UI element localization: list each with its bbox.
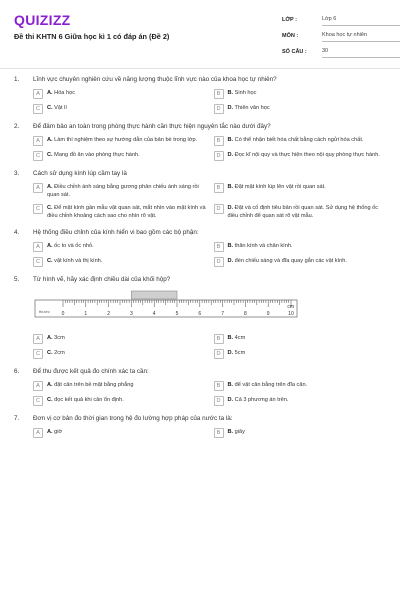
option-label: 5cm xyxy=(234,350,246,357)
answer-option-b[interactable] xyxy=(214,136,391,146)
option-letter-box: C xyxy=(33,151,43,161)
meta-value: Khoa học tự nhiên xyxy=(322,30,400,42)
answer-option-a[interactable] xyxy=(33,381,210,391)
question-number: 6. xyxy=(14,368,20,376)
answer-option-b[interactable] xyxy=(214,381,391,391)
option-key: A. xyxy=(47,243,53,250)
option-letter-box: D xyxy=(214,151,224,161)
option-label: Có thể nhận biết hóa chất bằng cách ngửi hóa chất. xyxy=(234,137,364,143)
option-letter-box: D xyxy=(214,257,224,267)
option-label: Để mặt kính gần mẫu vật quan sát, mắt nhìn vào mặt kính và điều chỉnh khoảng cách sao cho nhìn rõ vật. xyxy=(47,205,206,219)
option-key: D. xyxy=(227,258,234,265)
answer-option-c[interactable] xyxy=(33,204,210,220)
answer-option-d[interactable] xyxy=(214,396,391,406)
option-text xyxy=(47,242,210,251)
question-header xyxy=(14,415,390,422)
answer-option-a[interactable] xyxy=(33,89,210,99)
answer-option-c[interactable] xyxy=(33,396,210,406)
question-header xyxy=(14,368,390,375)
option-text xyxy=(228,381,391,390)
option-key: C. xyxy=(47,350,53,357)
meta-row-class xyxy=(282,12,400,28)
option-key: C. xyxy=(47,205,53,212)
option-letter-box: D xyxy=(214,104,224,114)
answer-options xyxy=(33,428,390,438)
question-number: 7. xyxy=(14,415,20,423)
answer-option-d[interactable] xyxy=(214,257,391,267)
option-key: C. xyxy=(47,258,53,265)
option-key: B. xyxy=(227,137,234,143)
ruler-tick-label: 5 xyxy=(175,311,179,318)
answer-option-d[interactable] xyxy=(214,151,391,161)
answer-option-d[interactable] xyxy=(214,104,391,114)
option-label: Đọc kĩ nội quy và thực hiện theo nội quy phòng thực hành. xyxy=(234,152,380,158)
question-6 xyxy=(14,368,390,406)
ruler-tick-label: 9 xyxy=(266,311,270,318)
answer-option-a[interactable] xyxy=(33,136,210,146)
answer-options xyxy=(33,242,390,267)
answer-options xyxy=(33,334,390,359)
answer-option-b[interactable] xyxy=(214,242,391,252)
option-letter-box: B xyxy=(214,136,224,146)
ruler-tick-label: 0 xyxy=(61,311,65,318)
option-text xyxy=(47,334,210,343)
option-label: Sinh học xyxy=(234,90,257,96)
answer-option-b[interactable] xyxy=(214,428,391,438)
option-letter-box: A xyxy=(33,381,43,391)
question-header xyxy=(14,170,390,177)
option-text xyxy=(228,204,391,220)
option-label: giây xyxy=(234,429,245,436)
answer-option-b[interactable] xyxy=(214,334,391,344)
option-text xyxy=(228,89,391,98)
quizizz-logo: QUIZIZZ xyxy=(14,12,71,28)
option-text xyxy=(47,204,210,220)
option-text xyxy=(47,257,210,266)
option-label: giờ xyxy=(54,429,63,436)
option-letter-box: B xyxy=(214,381,224,391)
answer-options xyxy=(33,183,390,220)
option-label: Điều chỉnh ánh sáng bằng gương phản chiếu ánh sáng rồi quan sát. xyxy=(47,184,199,198)
ruler-tick-label: 7 xyxy=(221,311,224,318)
question-text: Hệ thống điều chỉnh của kính hiển vi bao gồm các bộ phận: xyxy=(33,229,199,237)
answer-option-a[interactable] xyxy=(33,428,210,438)
option-key: A. xyxy=(47,90,53,96)
option-text xyxy=(228,136,391,145)
document-title: Đề thi KHTN 6 Giữa học kì 1 có đáp án (Đề 2) xyxy=(14,32,170,41)
answer-options xyxy=(33,89,390,114)
option-label: Cả 3 phương án trên. xyxy=(234,397,289,404)
question-number: 2. xyxy=(14,123,20,130)
option-label: Làm thí nghiệm theo sự hướng dẫn của bản bè trong lớp. xyxy=(54,137,198,143)
measured-block xyxy=(131,291,177,299)
option-letter-box: A xyxy=(33,428,43,438)
option-key: C. xyxy=(47,397,53,404)
ruler-tick-label: 3 xyxy=(130,311,133,318)
question-7 xyxy=(14,415,390,438)
header-divider xyxy=(0,68,400,69)
option-key: D. xyxy=(227,397,234,404)
option-key: A. xyxy=(47,335,53,342)
option-letter-box: C xyxy=(33,104,43,114)
option-text xyxy=(47,183,210,199)
option-key: D. xyxy=(227,105,234,111)
ruler-tick-label: 8 xyxy=(244,311,247,318)
answer-options xyxy=(33,136,390,161)
question-text: Để đảm bảo an toàn trong phòng thực hành cần thực hiện nguyên tắc nào dưới đây? xyxy=(33,123,271,130)
answer-option-b[interactable] xyxy=(214,183,391,199)
option-key: A. xyxy=(47,137,53,143)
answer-option-c[interactable] xyxy=(33,257,210,267)
option-letter-box: D xyxy=(214,204,224,214)
ruler-brand-label: thước xyxy=(39,309,50,315)
option-letter-box: D xyxy=(214,349,224,359)
option-label: Thiên văn học xyxy=(234,105,270,111)
answer-option-a[interactable] xyxy=(33,242,210,252)
option-label: 4cm xyxy=(234,335,246,342)
option-label: Vật lí xyxy=(54,105,67,111)
option-letter-box: A xyxy=(33,183,43,193)
option-text xyxy=(47,104,210,113)
question-header xyxy=(14,123,390,130)
question-text: Từ hình vẽ, hãy xác định chiều dài của khối hộp? xyxy=(33,276,171,284)
answer-option-c[interactable] xyxy=(33,151,210,161)
option-key: B. xyxy=(227,243,234,250)
option-text xyxy=(228,242,391,251)
option-label: thân kính và chân kính. xyxy=(234,243,293,250)
option-key: D. xyxy=(227,350,234,357)
option-text xyxy=(228,183,391,192)
option-text xyxy=(228,334,391,343)
ruler-tick-label: 1 xyxy=(84,311,88,318)
option-letter-box: D xyxy=(214,396,224,406)
question-number: 5. xyxy=(14,276,20,284)
meta-label: MÔN : xyxy=(282,33,299,39)
option-letter-box: B xyxy=(214,89,224,99)
document-header xyxy=(14,12,386,60)
meta-label: SỐ CÂU : xyxy=(282,49,307,55)
option-letter-box: C xyxy=(33,257,43,267)
option-letter-box: C xyxy=(33,396,43,406)
option-label: Đặt và cố định tiêu bản rồi quan sát. Sử dụng hệ thống ốc điều chỉnh để quan sát rõ vật mẫu. xyxy=(227,205,379,219)
option-letter-box: A xyxy=(33,242,43,252)
option-letter-box: C xyxy=(33,204,43,214)
answer-option-a[interactable] xyxy=(33,334,210,344)
answer-options xyxy=(33,381,390,406)
answer-option-c[interactable] xyxy=(33,104,210,114)
ruler-figure xyxy=(33,289,390,326)
option-label: đọc kết quả khi cân ổn định. xyxy=(54,397,124,404)
option-letter-box: B xyxy=(214,428,224,438)
answer-option-d[interactable] xyxy=(214,349,391,359)
question-number: 1. xyxy=(14,76,20,83)
question-number: 4. xyxy=(14,229,20,237)
question-header xyxy=(14,229,390,236)
ruler-unit-label: cm xyxy=(287,304,294,311)
question-list xyxy=(14,76,390,447)
question-3 xyxy=(14,170,390,220)
option-key: D. xyxy=(227,152,234,158)
meta-value: Lớp 6 xyxy=(322,14,400,26)
option-key: B. xyxy=(227,382,234,389)
question-1 xyxy=(14,76,390,114)
option-key: C. xyxy=(47,152,53,158)
option-text xyxy=(47,349,210,358)
option-text xyxy=(47,151,210,160)
ruler-tick-label: 2 xyxy=(107,311,110,318)
meta-fields xyxy=(282,12,400,60)
question-text: Để thu được kết quả đo chính xác ta cần: xyxy=(33,368,149,376)
question-2 xyxy=(14,123,390,161)
option-label: Đặt mặt kính lúp lên vật rồi quan sát. xyxy=(234,184,326,190)
option-key: A. xyxy=(47,429,53,436)
option-label: Mang đồ ăn vào phòng thực hành. xyxy=(54,152,140,158)
question-5 xyxy=(14,276,390,359)
option-text xyxy=(47,89,210,98)
meta-row-count xyxy=(282,44,400,60)
option-label: 2cm xyxy=(54,350,65,357)
ruler-svg xyxy=(33,289,299,321)
option-text xyxy=(228,151,391,160)
option-key: C. xyxy=(47,105,53,111)
option-letter-box: B xyxy=(214,183,224,193)
option-text xyxy=(228,104,391,113)
option-text xyxy=(228,428,391,437)
question-4 xyxy=(14,229,390,267)
option-letter-box: A xyxy=(33,334,43,344)
option-letter-box: A xyxy=(33,136,43,146)
option-text xyxy=(47,396,210,405)
option-key: B. xyxy=(227,429,234,436)
option-label: để vật cân bằng trên đĩa cân. xyxy=(234,382,308,389)
question-number: 3. xyxy=(14,170,20,177)
option-label: 3cm xyxy=(54,335,65,342)
question-text: Lĩnh vực chuyên nghiên cứu về năng lượng thuộc lĩnh vực nào của khoa học tự nhiên? xyxy=(33,76,277,83)
option-label: đèn chiếu sáng và đĩa quay gắn các vật kính. xyxy=(234,258,347,265)
answer-option-a[interactable] xyxy=(33,183,210,199)
option-text xyxy=(47,381,210,390)
option-key: A. xyxy=(47,382,53,389)
option-letter-box: B xyxy=(214,242,224,252)
option-text xyxy=(228,396,391,405)
option-letter-box: A xyxy=(33,89,43,99)
option-text xyxy=(228,257,391,266)
question-header xyxy=(14,76,390,83)
question-text: Cách sử dụng kính lúp cầm tay là xyxy=(33,170,127,177)
answer-option-d[interactable] xyxy=(214,204,391,220)
option-key: B. xyxy=(227,335,234,342)
answer-option-b[interactable] xyxy=(214,89,391,99)
ruler-tick-label: 4 xyxy=(152,311,156,318)
option-key: A. xyxy=(47,184,53,190)
option-text xyxy=(47,428,210,437)
question-text: Đơn vị cơ bản đo thời gian trong hệ đo lường hợp pháp của nước ta là: xyxy=(33,415,233,423)
meta-row-subject xyxy=(282,28,400,44)
option-key: D. xyxy=(227,205,234,212)
option-label: vật kính và thị kính. xyxy=(54,258,103,265)
option-key: B. xyxy=(227,90,234,96)
option-text xyxy=(47,136,210,145)
option-letter-box: C xyxy=(33,349,43,359)
option-label: Hóa học xyxy=(54,90,75,96)
meta-label: LỚP : xyxy=(282,17,297,23)
option-letter-box: B xyxy=(214,334,224,344)
answer-option-c[interactable] xyxy=(33,349,210,359)
ruler-tick-label: 6 xyxy=(198,311,202,318)
question-header xyxy=(14,276,390,283)
meta-value: 30 xyxy=(322,46,400,58)
option-text xyxy=(228,349,391,358)
option-label: đặt cân trên bề mặt bằng phẳng xyxy=(54,382,134,389)
option-key: B. xyxy=(227,184,234,190)
ruler-tick-label: 10 xyxy=(288,311,294,318)
option-label: ốc to và ốc nhỏ. xyxy=(54,243,94,250)
